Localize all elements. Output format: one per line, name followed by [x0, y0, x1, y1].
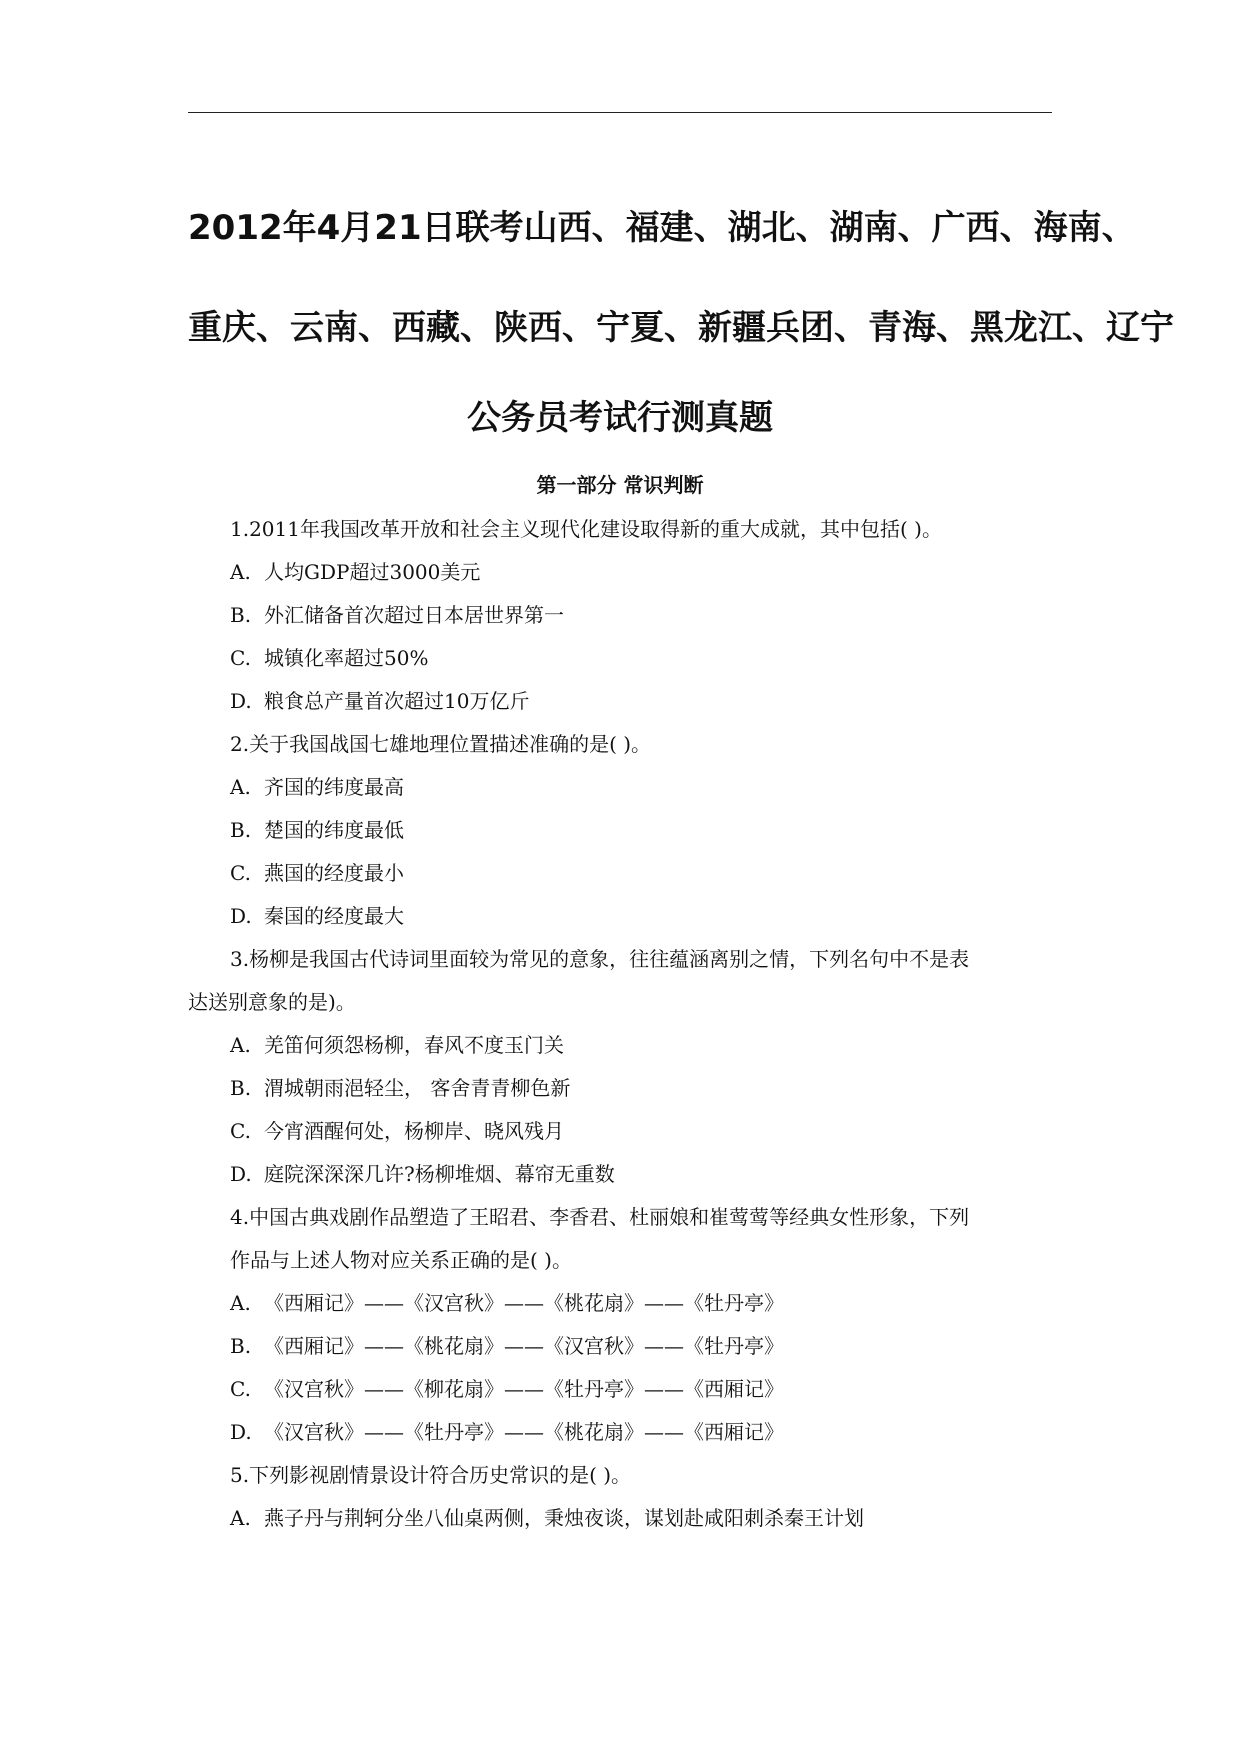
option-text: 楚国的纬度最低: [264, 818, 404, 842]
option-text: 《汉宫秋》——《柳花扇》——《牡丹亭》——《西厢记》: [264, 1377, 784, 1401]
option-text: 粮食总产量首次超过10万亿斤: [264, 689, 530, 713]
option-letter: A.: [230, 1291, 251, 1315]
document-title-line-3: 公务员考试行测真题: [467, 398, 773, 438]
question-3-stem: 3.杨柳是我国古代诗词里面较为常见的意象，往往蕴涵离别之情，下列名句中不是表: [230, 947, 970, 971]
question-2-option-d: [230, 901, 404, 931]
option-letter: C.: [230, 646, 251, 670]
option-text: 燕子丹与荆轲分坐八仙桌两侧，秉烛夜谈，谋划赴咸阳刺杀秦王计划: [264, 1506, 864, 1530]
document-title-line-1: 2012年4月21日联考山西、福建、湖北、湖南、广西、海南、: [188, 208, 1136, 248]
option-letter: D.: [230, 1162, 252, 1186]
option-letter: B.: [230, 603, 252, 627]
option-text: 《西厢记》——《汉宫秋》——《桃花扇》——《牡丹亭》: [264, 1291, 784, 1315]
question-3-option-c: [230, 1116, 564, 1146]
question-2-option-b: [230, 815, 404, 845]
document-title-line-2: 重庆、云南、西藏、陕西、宁夏、新疆兵团、青海、黑龙江、辽宁: [188, 308, 1174, 348]
option-letter: A.: [230, 560, 251, 584]
option-letter: B.: [230, 818, 252, 842]
option-letter: B.: [230, 1334, 252, 1358]
question-2-option-c: [230, 858, 404, 888]
question-2-stem: 2.关于我国战国七雄地理位置描述准确的是( )。: [230, 732, 652, 756]
header-rule: [188, 112, 1052, 113]
option-text: 燕国的经度最小: [264, 861, 404, 885]
question-4-stem-continued: 作品与上述人物对应关系正确的是( )。: [230, 1248, 572, 1272]
option-letter: B.: [230, 1076, 252, 1100]
question-5-option-a: [230, 1503, 864, 1533]
option-text: 秦国的经度最大: [264, 904, 404, 928]
option-text: 《西厢记》——《桃花扇》——《汉宫秋》——《牡丹亭》: [264, 1334, 784, 1358]
option-letter: A.: [230, 1506, 251, 1530]
option-text: 人均GDP超过3000美元: [264, 560, 481, 584]
option-letter: D.: [230, 904, 252, 928]
option-letter: C.: [230, 1119, 251, 1143]
question-4-option-a: [230, 1288, 784, 1318]
option-letter: C.: [230, 861, 251, 885]
option-text: 《汉宫秋》——《牡丹亭》——《桃花扇》——《西厢记》: [264, 1420, 784, 1444]
question-3-option-d: [230, 1159, 615, 1189]
question-3-stem-continued: 达送别意象的是)。: [188, 990, 356, 1014]
section-heading: 第一部分 常识判断: [536, 473, 704, 497]
option-text: 城镇化率超过50%: [264, 646, 429, 670]
option-letter: A.: [230, 1033, 251, 1057]
option-text: 渭城朝雨浥轻尘， 客舍青青柳色新: [264, 1076, 571, 1100]
question-1-option-c: [230, 643, 428, 673]
question-1-stem: 1.2011年我国改革开放和社会主义现代化建设取得新的重大成就，其中包括( )。: [230, 517, 942, 541]
question-1-option-d: [230, 686, 529, 716]
question-1-option-b: [230, 600, 564, 630]
option-text: 庭院深深深几许?杨柳堆烟、幕帘无重数: [264, 1162, 615, 1186]
option-text: 齐国的纬度最高: [264, 775, 404, 799]
option-letter: C.: [230, 1377, 251, 1401]
option-letter: D.: [230, 689, 252, 713]
question-5-stem: 5.下列影视剧情景设计符合历史常识的是( )。: [230, 1463, 632, 1487]
option-letter: A.: [230, 775, 251, 799]
question-4-stem: 4.中国古典戏剧作品塑造了王昭君、李香君、杜丽娘和崔莺莺等经典女性形象，下列: [230, 1205, 970, 1229]
option-text: 外汇储备首次超过日本居世界第一: [264, 603, 564, 627]
question-1-option-a: [230, 557, 480, 587]
option-text: 今宵酒醒何处，杨柳岸、晓风残月: [264, 1119, 564, 1143]
question-3-option-b: [230, 1073, 570, 1103]
question-3-option-a: [230, 1030, 564, 1060]
option-text: 羌笛何须怨杨柳，春风不度玉门关: [264, 1033, 564, 1057]
question-4-option-d: [230, 1417, 784, 1447]
question-4-option-c: [230, 1374, 784, 1404]
question-4-option-b: [230, 1331, 784, 1361]
option-letter: D.: [230, 1420, 252, 1444]
question-2-option-a: [230, 772, 404, 802]
